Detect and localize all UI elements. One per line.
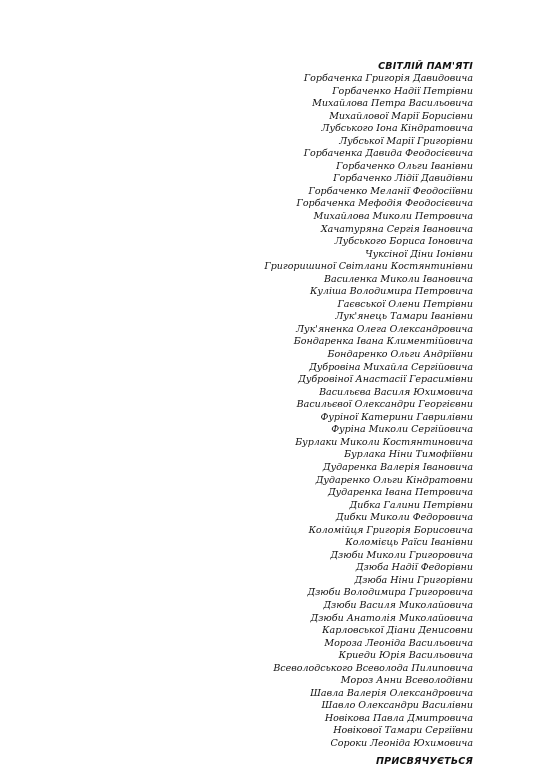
name-entry: Новікова Павла Дмитровича — [324, 712, 473, 724]
name-entry: Дзюби Миколи Григоровича — [330, 549, 473, 561]
name-entry: Дударенка Івана Петровича — [327, 487, 473, 499]
name-entry: Мороз Анни Всеволодівни — [340, 675, 473, 687]
name-entry: Горбаченко Ольги Іванівни — [336, 160, 473, 172]
name-entry: Дударенко Ольги Кіндратовни — [315, 474, 473, 486]
name-entry: Чуксіної Діни Іонівни — [365, 248, 473, 260]
dedication-closing: ПРИСВЯЧУЄТЬСЯ — [376, 755, 473, 767]
name-entry: Дударенка Валерія Івановича — [322, 461, 473, 473]
name-entry: Фуріної Катерини Гаврилівни — [320, 411, 473, 423]
name-entry: Горбаченка Григорія Давидовича — [303, 73, 473, 84]
name-entry: Горбаченка Давида Феодосієвича — [303, 148, 473, 160]
name-entry: Дубровіної Анастасії Герасимівни — [298, 374, 473, 386]
name-entry: Всеволодського Всеволода Пилиповича — [273, 662, 473, 674]
name-entry: Карловської Діани Денисовни — [322, 625, 473, 637]
name-entry: Горбаченко Лідії Давидівни — [333, 173, 473, 185]
name-entry: Михайлова Петра Васильовича — [312, 98, 473, 110]
name-entry: Лук'янець Тамари Іванівни — [335, 311, 473, 323]
name-entry: Бурлака Ніни Тимофіївни — [344, 449, 473, 461]
name-entry: Михайлової Марії Борисівни — [329, 110, 473, 122]
name-entry: Горбаченко Надії Петрівни — [332, 85, 473, 97]
name-entry: Дзюби Василя Миколайовича — [323, 599, 473, 611]
dedication-heading: СВІТЛІЙ ПАМ'ЯТІ — [378, 61, 473, 72]
name-entry: Дзюби Володимира Григоровича — [307, 587, 473, 599]
name-entry: Бондаренка Івана Климентійовича — [293, 336, 473, 348]
name-entry: Горбаченка Мефодія Феодосієвича — [296, 198, 473, 210]
name-entry: Гаєвської Олени Петрівни — [337, 298, 473, 310]
name-entry: Васильєвої Олександри Георгієвни — [296, 399, 473, 411]
name-entry: Василенка Миколи Івановича — [324, 273, 473, 285]
name-entry: Бондаренко Ольги Андріївни — [327, 349, 473, 361]
name-entry: Сороки Леоніда Юхимовича — [330, 737, 473, 749]
name-entry: Лук'яненка Олега Олександровича — [296, 323, 473, 335]
name-entry: Лубської Марії Григорівни — [339, 135, 473, 147]
name-entry: Дибка Галини Петрівни — [349, 499, 473, 511]
name-entry: Васильєва Василя Юхимовича — [319, 386, 473, 398]
name-entry: Мороза Леоніда Васильовича — [324, 637, 473, 649]
name-entry: Григоришиної Світлани Костянтинівни — [264, 261, 473, 273]
name-entry: Шавла Валерія Олександровича — [310, 687, 473, 699]
name-entry: Дубровіна Михайла Сергійовича — [309, 361, 473, 373]
name-entry: Шавло Олександри Василівни — [321, 700, 473, 712]
name-entry: Коломієць Раїси Іванівни — [345, 537, 473, 549]
name-entry: Бурлаки Миколи Костянтиновича — [295, 436, 473, 448]
dedication-block — [53, 60, 473, 768]
name-entry: Дзюби Анатолія Миколайовича — [310, 612, 473, 624]
name-entry: Михайлова Миколи Петровича — [313, 211, 473, 223]
name-entry: Дзюба Ніни Григорівни — [354, 574, 473, 586]
name-entry: Новікової Тамари Сергіївни — [333, 725, 473, 737]
name-entry: Куліша Володимира Петровича — [310, 286, 473, 298]
name-entry: Лубського Бориса Іоновича — [334, 236, 473, 248]
name-entry: Лубського Іона Кіндратовича — [321, 123, 473, 135]
name-entry: Дибки Миколи Федоровича — [335, 512, 473, 524]
name-entry: Горбаченко Меланії Феодосіївни — [308, 185, 473, 197]
name-entry: Хачатуряна Сергія Івановича — [320, 223, 473, 235]
name-entry: Криеди Юрія Васильовича — [338, 650, 473, 662]
names-list — [53, 73, 473, 751]
name-entry: Фуріна Миколи Сергійовича — [331, 424, 473, 436]
name-entry: Коломійця Григорія Борисовича — [308, 524, 473, 536]
name-entry: Дзюба Надії Федорівни — [355, 562, 473, 574]
